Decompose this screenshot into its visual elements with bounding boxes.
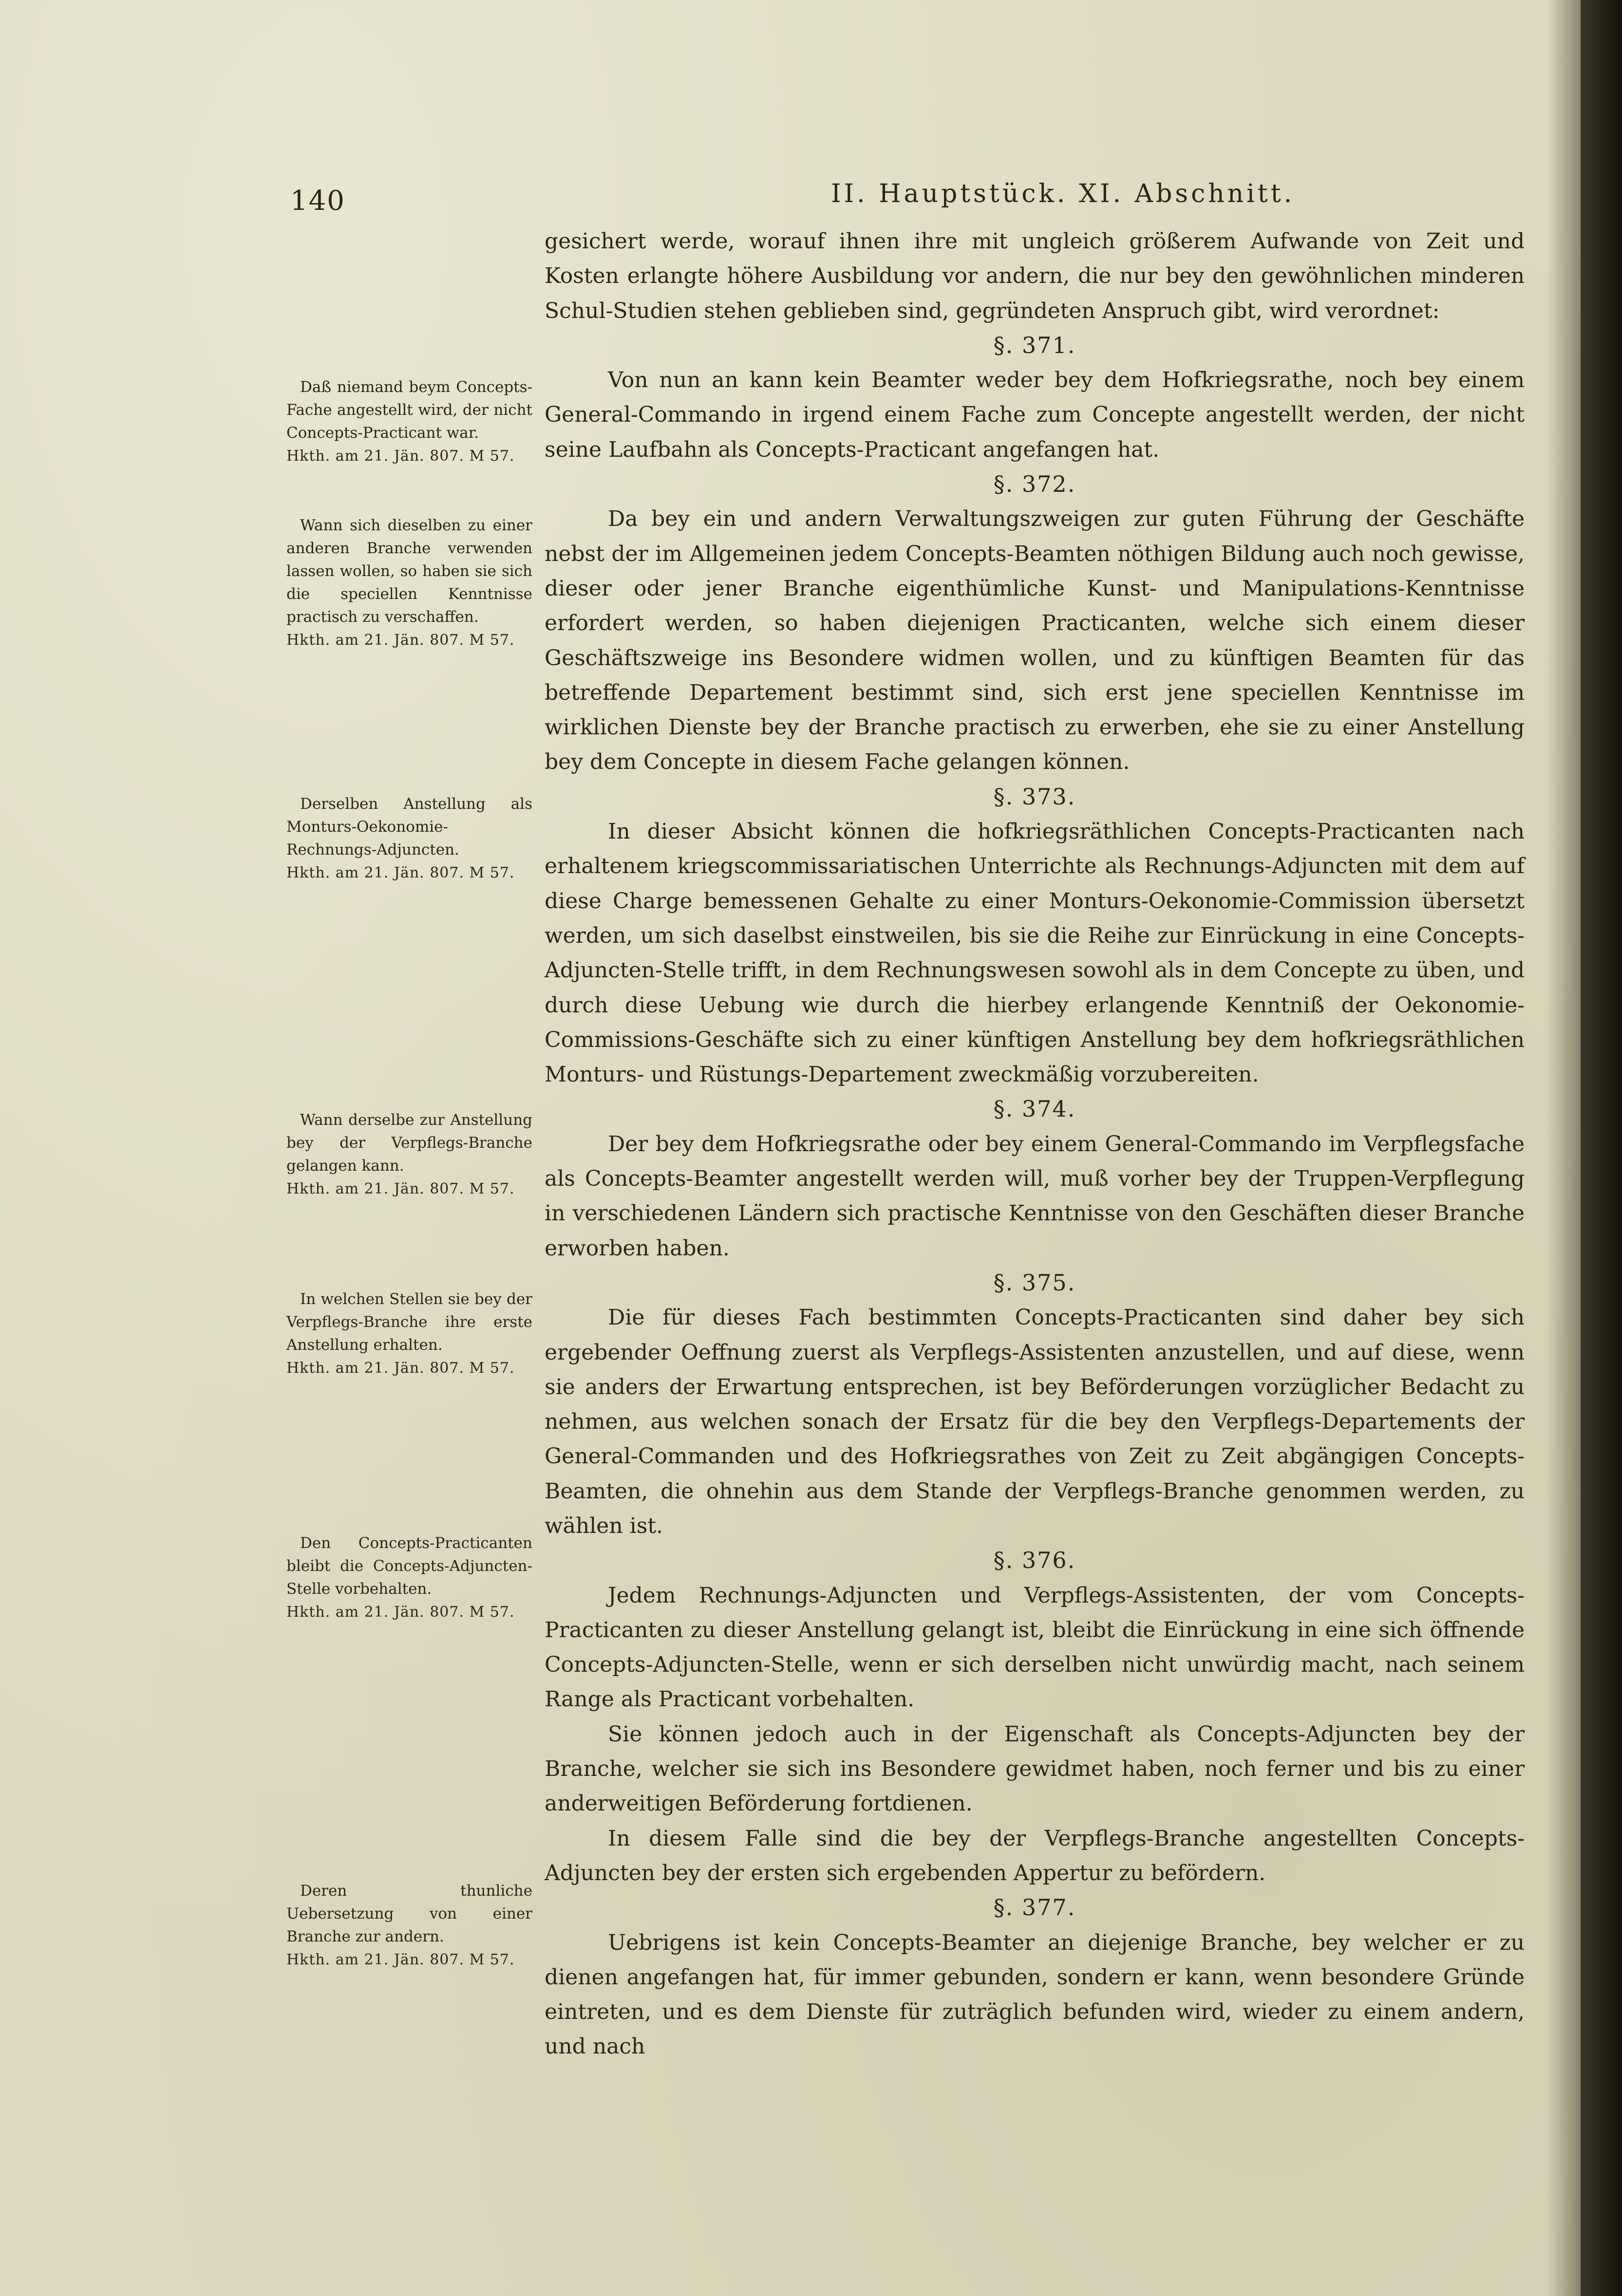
margin-note-text: In welchen Stellen sie bey der Verpflegs-Branche ihre erste Anstellung erhalten. [286,1290,532,1354]
margin-note [286,376,532,467]
section-heading: §. 373. [993,783,1076,810]
margin-note [286,1532,532,1624]
margin-note [286,1880,532,1971]
margin-note-text: Deren thunliche Uebersetzung von einer Branche zur andern. [286,1882,532,1945]
margin-note [286,1109,532,1200]
paragraph: Da bey ein und andern Verwaltungszweigen zur guten Führung der Geschäfte nebst der im Allgemeinen jedem Concepts-Beamten nöthigen Bildung auch noch gewisse, dieser oder jener Branche eigenthümliche Kunst- und Manipulations-Kenntnisse erfordert werden, so haben diejenigen Practicanten, welche sich einem dieser Geschäftszweige ins Besondere widmen wollen, und zu künftigen Beamten für das betreffende Departement bestimmt sind, sich erst jene speciellen Kenntnisse im wirklichen Dienste bey der Branche practisch zu erwerben, ehe sie zu einer Anstellung bey dem Concepte in diesem Fache gelangen können. [545,506,1525,775]
margin-note-reference: Hkth. am 21. Jän. 807. M 57. [286,1604,515,1621]
margin-note-reference: Hkth. am 21. Jän. 807. M 57. [286,1360,515,1377]
margin-note-text: Wann derselbe zur Anstellung bey der Verpflegs-Branche gelangen kann. [286,1111,532,1175]
paragraph: In diesem Falle sind die bey der Verpflegs-Branche angestellten Concepts-Adjuncten bey der ersten sich ergebenden Appertur zu befördern. [545,1826,1525,1885]
margin-note-reference: Hkth. am 21. Jän. 807. M 57. [286,1951,515,1968]
margin-note-reference: Hkth. am 21. Jän. 807. M 57. [286,864,515,881]
margin-note-reference: Hkth. am 21. Jän. 807. M 57. [286,448,515,465]
paragraph: In dieser Absicht können die hofkriegsräthlichen Concepts-Practicanten nach erhaltenem kriegscommissariatischen Unterrichte als Rechnungs-Adjuncten mit dem auf diese Charge bemessenen Gehalte zu einer Monturs-Oekonomie-Commission übersetzt werden, um sich daselbst einstweilen, bis sie die Reihe zur Einrückung in eine Concepts-Adjuncten-Stelle trifft, in dem Rechnungswesen sowohl als in dem Concepte zu üben, und durch diese Uebung wie durch die hierbey erlangende Kenntniß der Oekonomie-Commissions-Geschäfte sich zu einer künftigen Anstellung bey dem hofkriegsräthlichen Monturs- und Rüstungs-Departement zweckmäßig vorzubereiten. [545,819,1525,1087]
paragraph: gesichert werde, worauf ihnen ihre mit ungleich größerem Aufwande von Zeit und Kosten erlangte höhere Ausbildung vor andern, die nur bey den gewöhnlichen minderen Schul-Studien stehen geblieben sind, gegründeten Anspruch gibt, wird verordnet: [545,229,1525,323]
body-text [545,224,1525,2064]
margin-note [286,1288,532,1380]
paragraph: Der bey dem Hofkriegsrathe oder bey einem General-Commando im Verpflegsfache als Concepts-Beamter angestellt werden will, muß vorher bey der Truppen-Verpflegung in verschiedenen Ländern sich practische Kenntnisse von den Geschäften dieser Branche erworben haben. [545,1131,1525,1261]
section-heading: §. 372. [993,471,1076,498]
margin-note-text: Den Concepts-Practicanten bleibt die Concepts-Adjuncten-Stelle vorbehalten. [286,1534,532,1598]
paragraph: Von nun an kann kein Beamter weder bey dem Hofkriegsrathe, noch bey einem General-Commando in irgend einem Fache zum Concepte angestellt werden, der nicht seine Laufbahn als Concepts-Practicant angefangen hat. [545,368,1525,462]
margin-note-reference: Hkth. am 21. Jän. 807. M 57. [286,632,515,649]
gutter-shadow [1547,0,1581,2296]
section-heading: §. 376. [993,1547,1076,1574]
section-heading: §. 375. [993,1269,1076,1296]
section-heading: §. 371. [993,332,1076,358]
section-heading: §. 374. [993,1096,1076,1122]
running-head: II. Hauptstück. XI. Abschnitt. [831,179,1295,208]
margin-note-reference: Hkth. am 21. Jän. 807. M 57. [286,1180,515,1197]
paragraph: Sie können jedoch auch in der Eigenschaft als Concepts-Adjuncten bey der Branche, welcher sie sich ins Besondere gewidmet haben, noch ferner und bis zu einer anderweitigen Beförderung fortdienen. [545,1721,1525,1816]
paragraph: Jedem Rechnungs-Adjuncten und Verpflegs-Assistenten, der vom Concepts-Practicanten zu dieser Anstellung gelangt ist, bleibt die Einrückung in eine sich öffnende Concepts-Adjuncten-Stelle, wenn er sich derselben nicht unwürdig macht, nach seinem Range als Practicant vorbehalten. [545,1583,1525,1712]
paragraph: Die für dieses Fach bestimmten Concepts-Practicanten sind daher bey sich ergebender Oeffnung zuerst als Verpflegs-Assistenten anzustellen, und auf diese, wenn sie anders der Erwartung entsprechen, ist bey Beförderungen vorzüglicher Bedacht zu nehmen, aus welchen sonach der Ersatz für die bey den Verpflegs-Departements der General-Commanden und des Hofkriegsrathes von Zeit zu Zeit abgängigen Concepts-Beamten, die ohnehin aus dem Stande der Verpflegs-Branche genommen werden, zu wählen ist. [545,1305,1525,1538]
section-heading: §. 377. [993,1894,1076,1921]
margin-note-text: Derselben Anstellung als Monturs-Oekonomie-Rechnungs-Adjuncten. [286,795,532,859]
margin-note [286,793,532,884]
paragraph: Uebrigens ist kein Concepts-Beamter an diejenige Branche, bey welcher er zu dienen angefangen hat, für immer gebunden, sondern er kann, wenn besondere Gründe eintreten, und es dem Dienste für zuträglich befunden wird, wieder zu einem andern, und nach [545,1930,1525,2059]
page-edge [1581,0,1622,2296]
page-number: 140 [290,185,345,217]
margin-note [286,514,532,652]
margin-note-text: Daß niemand beym Concepts-Fache angestellt wird, der nicht Concepts-Practicant war. [286,378,532,442]
margin-note-text: Wann sich dieselben zu einer anderen Branche verwenden lassen wollen, so haben sie sich die speciellen Kenntnisse practisch zu verschaffen. [286,517,532,626]
